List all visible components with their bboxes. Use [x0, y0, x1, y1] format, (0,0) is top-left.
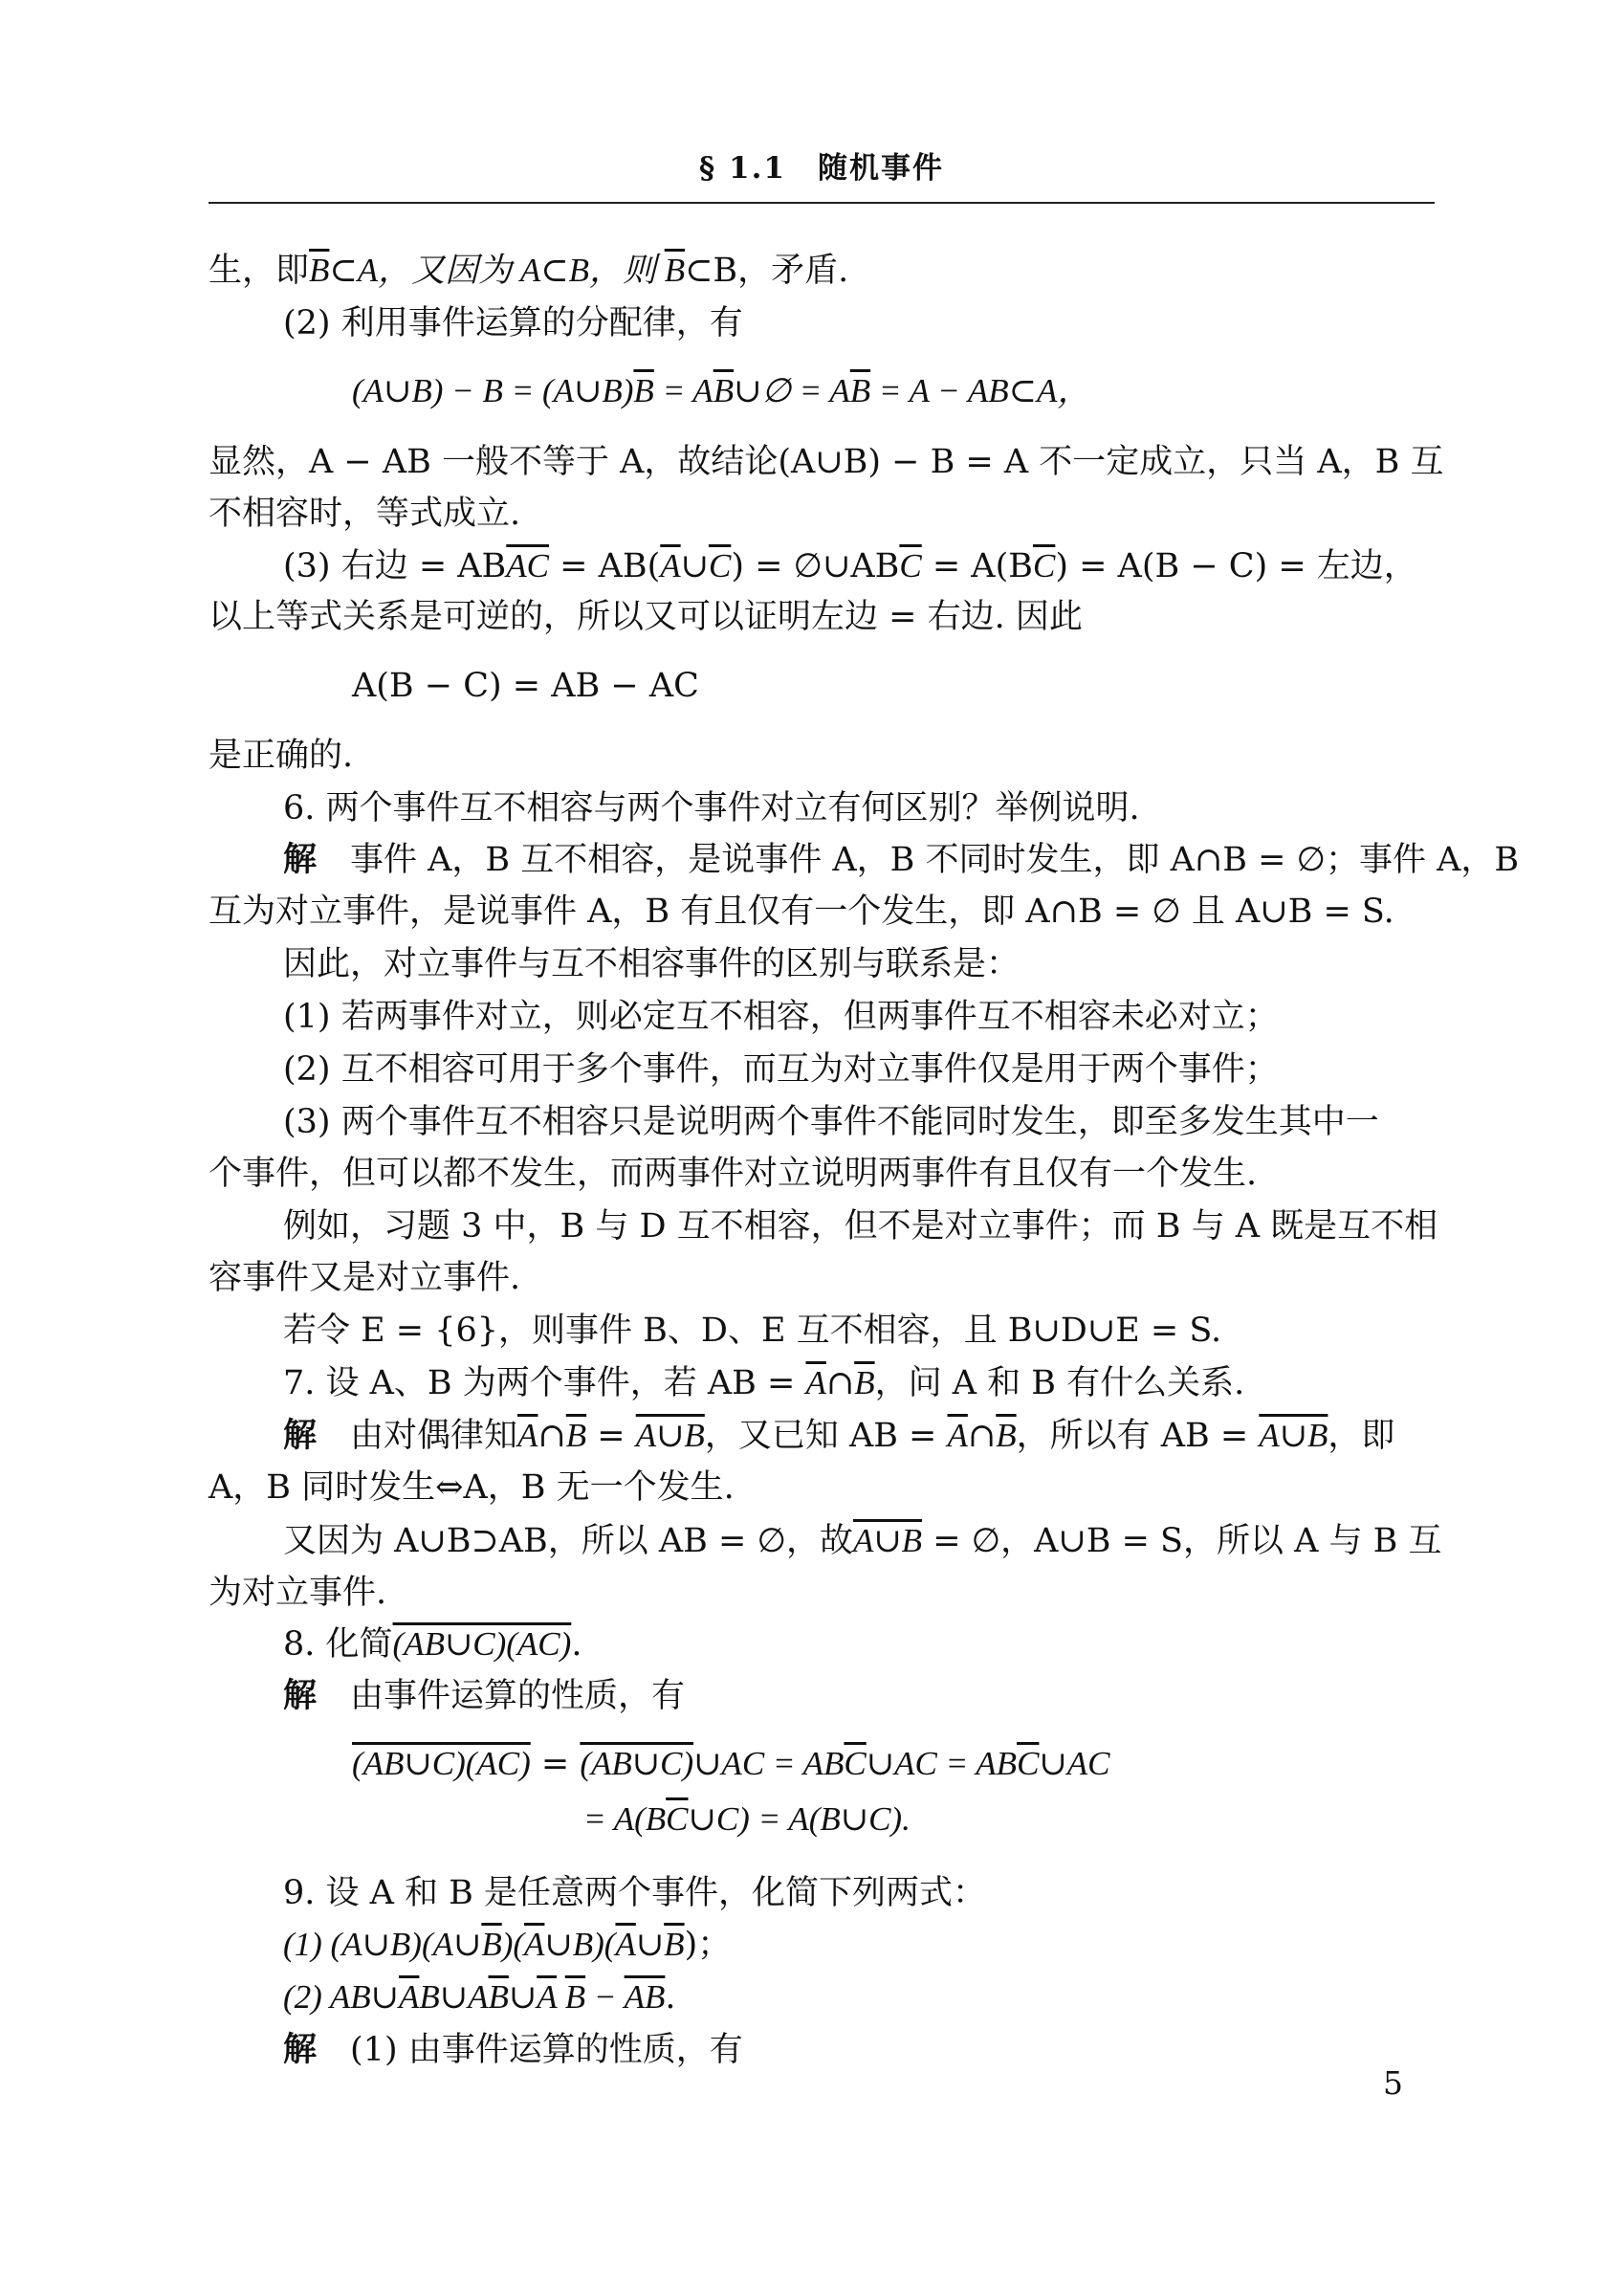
- text-line: 生，即$\overline{B}\subset A$，又因为 A⊂B，则 $\overline{B}\subset B$，矛盾.: [208, 252, 849, 290]
- text-line: (1) $(A\cup B)(A\cup\overline{B})(\overline{A}\cup B)(\overline{A}\cup\overline{B})$；: [283, 1926, 732, 1964]
- text-line: 显然，A − AB 一般不等于 A，故结论(A∪B) − B = A 不一定成立，只当 A，B 互: [208, 443, 1444, 481]
- text-line: 例如，习题 3 中，B 与 D 互不相容，但不是对立事件；而 B 与 A 既是互不相: [283, 1207, 1438, 1246]
- text-line: (2) $AB\cup\overline{A}B\cup A\overline{B}\cup\overline{A}$ $\overline{B} - \overline{AB}$.: [283, 1978, 676, 2017]
- text-line: 解 事件 A，B 互不相容，是说事件 A，B 不同时发生，即 A∩B = ∅；事件 A，B: [283, 840, 1520, 879]
- text-line: (2) 利用事件运算的分配律，有: [283, 304, 743, 342]
- page-number: 5: [1383, 2064, 1403, 2102]
- text-line: 是正确的.: [208, 737, 354, 775]
- text-line: 为对立事件.: [208, 1574, 387, 1612]
- solution-label: 解: [283, 1416, 318, 1455]
- text-line: (1) 若两事件对立，则必定互不相容，但两事件互不相容未必对立；: [283, 998, 1279, 1036]
- text-line: 又因为 A∪B⊃AB，所以 AB = ∅，故A∪B = ∅，A∪B = S，所以 A 与 B 互: [283, 1522, 1442, 1560]
- problem-6: 6. 两个事件互不相容与两个事件对立有何区别？举例说明.: [283, 789, 1140, 827]
- formula-line: = $A(B\overline{C}\cup C)$ = A(B∪C).: [583, 1800, 911, 1838]
- problem-9: 9. 设 A 和 B 是任意两个事件，化简下列两式：: [283, 1874, 987, 1912]
- text-line: 互为对立事件，是说事件 A，B 有且仅有一个发生，即 A∩B = ∅ 且 A∪B = S.: [208, 893, 1394, 931]
- header-rule: [208, 202, 1435, 204]
- text-line: 不相容时，等式成立.: [208, 495, 521, 533]
- text-line: 解 (1) 由事件运算的性质，有: [283, 2030, 743, 2069]
- running-header: § 1.1 随机事件: [699, 151, 944, 186]
- text-line: 因此，对立事件与互不相容事件的区别与联系是：: [283, 945, 1020, 983]
- formula-line: A(B − C) = AB − AC: [352, 667, 699, 705]
- solution-label: 解: [283, 2030, 318, 2069]
- text-line: 解 由对偶律知$\overline{A}\cap\overline{B}$ = A∪B，又已知 AB = $\overline{A}\cap\overline{B}$，所以有 AB = A∪B，即: [283, 1416, 1395, 1455]
- problem-7: 7. 设 A、B 为两个事件，若 AB = $\overline{A}\cap\overline{B}$，问 A 和 B 有什么关系.: [283, 1364, 1245, 1402]
- solution-label: 解: [283, 840, 318, 879]
- text-line: 容事件又是对立事件.: [208, 1259, 521, 1297]
- formula-line: (AB∪C)(AC) = (AB∪C)∪AC = $AB\overline{C}\cup AC$ = $AB\overline{C}\cup AC$: [352, 1745, 1110, 1783]
- solution-label: 解: [283, 1676, 318, 1715]
- formula-line: (A∪B) − $B = (A\cup B)\overline{B}$ = $A\overline{B}\cup\emptyset = A\overline{B} = A$ − AB⊂A，: [352, 372, 1091, 409]
- text-line: 解 由事件运算的性质，有: [283, 1676, 686, 1715]
- text-line: 若令 E = {6}，则事件 B、D、E 互不相容，且 B∪D∪E = S.: [283, 1312, 1222, 1350]
- text-line: (3) 右边 = $AB\overline{AC}$ = $AB(\overline{A}\cup\overline{C})$ = $\emptyset\cup AB\overline{C} = A(B\overline{C}) = A(B - C)$ = 左边，: [283, 547, 1417, 585]
- text-line: A，B 同时发生⇔A，B 无一个发生.: [208, 1468, 735, 1507]
- text-line: (3) 两个事件互不相容只是说明两个事件不能同时发生，即至多发生其中一: [283, 1103, 1379, 1141]
- text-line: (2) 互不相容可用于多个事件，而互为对立事件仅是用于两个事件；: [283, 1050, 1279, 1089]
- text-line: 以上等式关系是可逆的，所以又可以证明左边 = 右边. 因此: [208, 598, 1083, 636]
- problem-8: 8. 化简(AB∪C)(AC).: [283, 1625, 582, 1664]
- text-line: 个事件，但可以都不发生，而两事件对立说明两事件有且仅有一个发生.: [208, 1155, 1258, 1193]
